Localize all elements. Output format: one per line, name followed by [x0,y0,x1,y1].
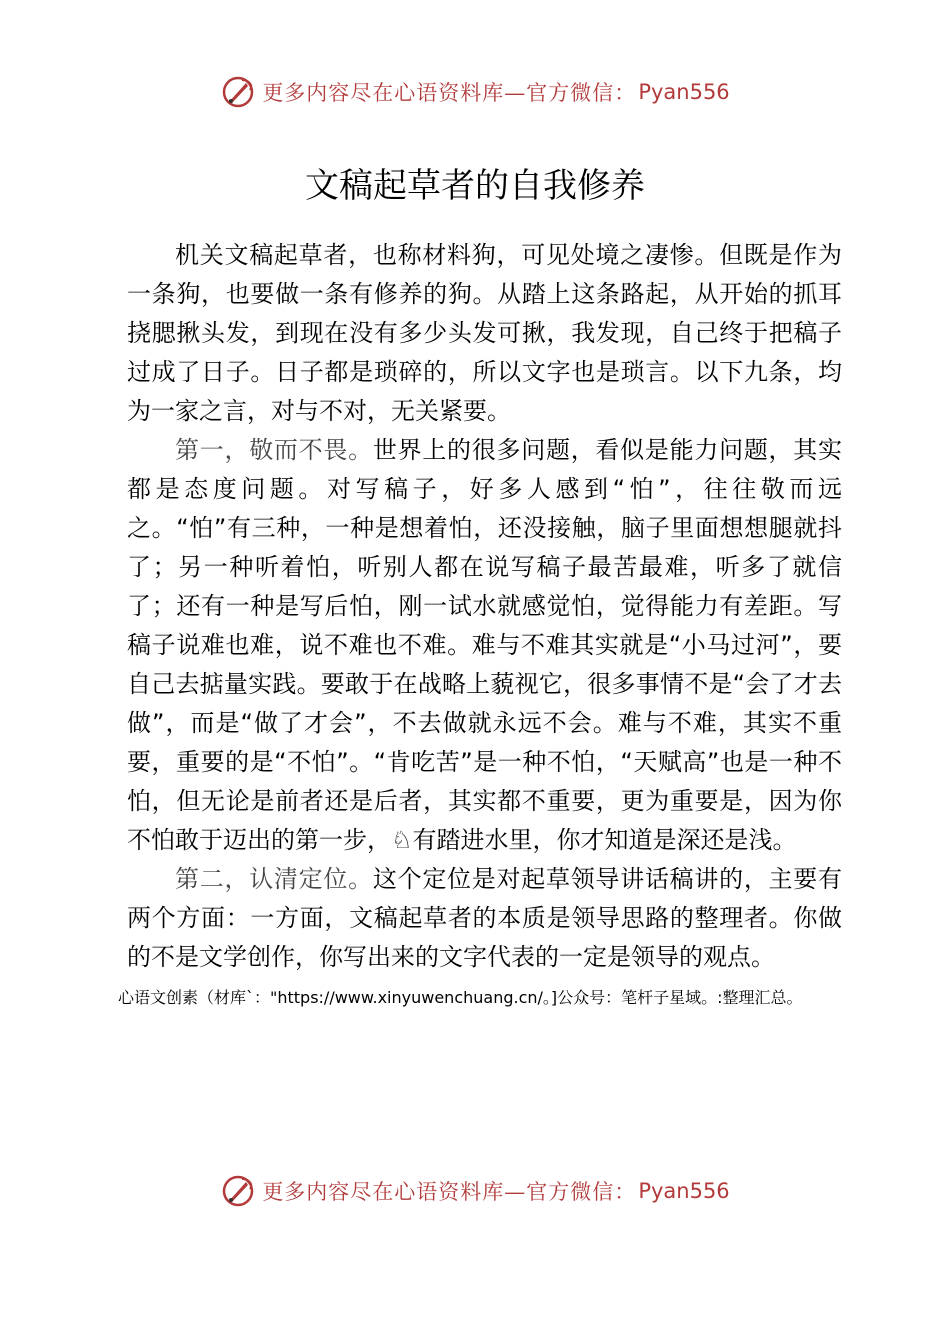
document-body [127,236,842,977]
paragraph-text: 世界上的很多问题，看似是能力问题，其实都是态度问题。对写稿子，好多人感到“怕”，往往敬而远之。“怕”有三种，一种是想着怕，还没接触，脑子里面想想腿就抖了；另一种听着怕，听别人都在说写稿子最苦最难，听多了就信了；还有一种是写后怕，刚一试水就感觉怕，觉得能力有差距。写稿子说难也难，说不难也不难。难与不难其实就是“小马过河”，要自己去掂量实践。要敢于在战略上藐视它，很多事情不是“会了才去做”，而是“做了才会”，不去做就永远不会。难与不难，其实不重要，重要的是“不怕”。“肯吃苦”是一种不怕，“天赋高”也是一种不怕，但无论是前者还是后者，其实都不重要，更为重要是，因为你不怕敢于迈出的第一步，♘有踏进水里，你才知道是深还是浅。 [127,436,843,854]
banner-wechat-id: Pyan556 [638,1179,730,1203]
document-title: 文稿起草者的自我修养 [305,166,645,206]
footer-banner [0,1171,950,1211]
paragraph-text: 机关文稿起草者，也称材料狗，可见处境之凄惨。但既是作为一条狗，也要做一条有修养的狗。从踏上这条路起，从开始的抓耳挠腮揪头发，到现在没有多少头发可揪，我发现，自己终于把稿子过成了日子。日子都是琐碎的，所以文字也是琐言。以下九条，均为一家之言，对与不对，无关紧要。 [127,241,842,425]
banner-text: 更多内容尽在心语资料库—官方微信： [262,1180,637,1204]
quill-pen-logo-icon [220,1173,256,1209]
paragraph-text: 这个定位是对起草领导讲话稿讲的，主要有两个方面：一方面，文稿起草者的本质是领导思路的整理者。你做的不是文学创作，你写出来的文字代表的一定是领导的观点。 [127,865,843,971]
paragraph-intro [127,236,842,431]
banner-text: 更多内容尽在心语资料库—官方微信： [262,81,637,105]
paragraph-point-2 [127,860,842,977]
banner-wechat-id: Pyan556 [638,80,730,104]
paragraph-lead: 第一，敬而不畏。 [175,436,373,464]
header-banner [0,72,950,112]
quill-pen-logo-icon [220,74,256,110]
paragraph-point-1 [127,431,842,860]
paragraph-lead: 第二，认清定位。 [175,865,373,893]
source-line: 心语文创素（材库`："https://www.xinyuwenchuang.cn/。]公众号：笔杆子星域。:整理汇总。 [118,988,803,1007]
